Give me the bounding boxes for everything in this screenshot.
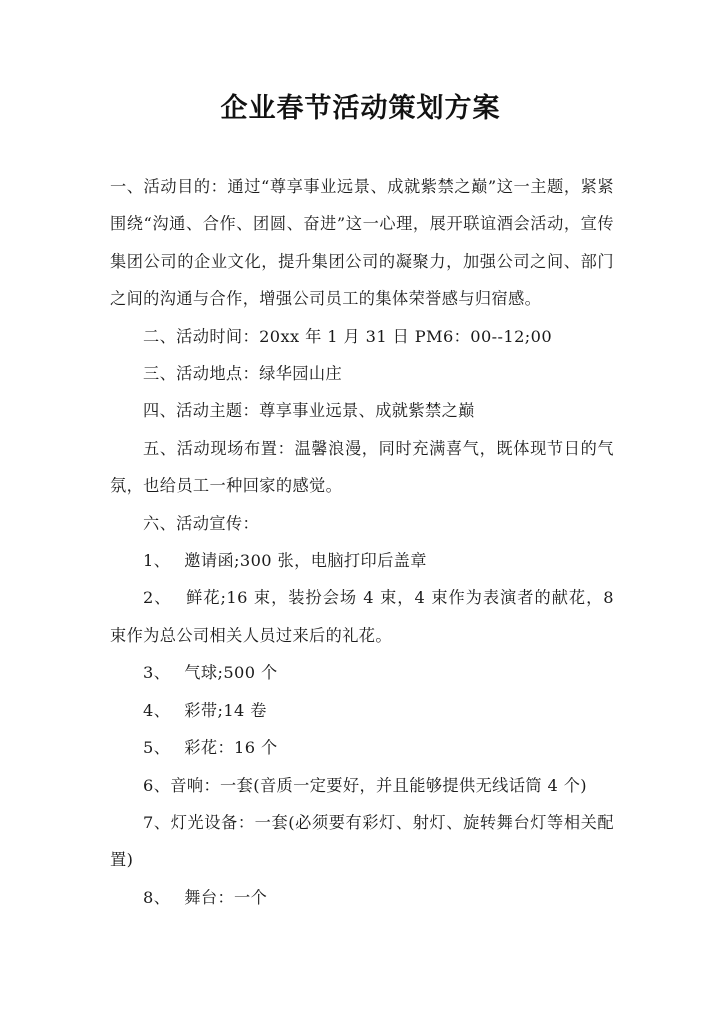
- list-item-audio: 6、音响：一套(音质一定要好，并且能够提供无线话筒 4 个): [143, 775, 588, 795]
- list-item-number: 3、: [143, 663, 171, 683]
- list-item: [110, 879, 614, 916]
- paragraph-location: 三、活动地点：绿华园山庄: [143, 364, 343, 384]
- list-item: [110, 729, 614, 766]
- list-item-number: 2、: [143, 588, 172, 608]
- list-item-lighting: 7、灯光设备：一套(必须要有彩灯、射灯、旋转舞台灯等相关配置): [110, 812, 614, 870]
- list-item: [110, 542, 614, 579]
- document-body: [110, 168, 614, 916]
- list-item-text: 舞台：一个: [184, 887, 268, 907]
- paragraph-venue-layout: 五、活动现场布置：温馨浪漫，同时充满喜气，既体现节日的气氛，也给员工一种回家的感觉。: [110, 438, 614, 496]
- list-item: [110, 692, 614, 729]
- list-item-text: 彩花：16 个: [184, 738, 278, 758]
- list-item-number: 1、: [143, 551, 171, 571]
- list-item-text: 气球;500 个: [184, 663, 278, 683]
- document-title: 企业春节活动策划方案: [220, 93, 501, 124]
- list-item-number: 4、: [143, 700, 171, 720]
- paragraph-time: 二、活动时间：20xx 年 1 月 31 日 PM6：00--12;00: [143, 326, 553, 346]
- list-item-number: 8、: [143, 887, 171, 907]
- paragraph-promotion: 六、活动宣传：: [143, 513, 260, 533]
- list-item: [110, 579, 614, 654]
- paragraph-purpose: 一、活动目的：通过“尊享事业远景、成就紫禁之巅”这一主题，紧紧围绕“沟通、合作、团圆、奋进”这一心理，展开联谊酒会活动，宣传集团公司的企业文化，提升集团公司的凝聚力，加强公司之间、部门之间的沟通与合作，增强公司员工的集体荣誉感与归宿感。: [110, 177, 614, 309]
- list-item-number: 5、: [143, 738, 171, 758]
- list-item-text: 邀请函;300 张，电脑打印后盖章: [184, 551, 427, 571]
- paragraph-theme: 四、活动主题：尊享事业远景、成就紫禁之巅: [143, 401, 475, 421]
- list-item-text: 彩带;14 卷: [184, 700, 267, 720]
- list-item-text: 鲜花;16 束，装扮会场 4 束，4 束作为表演者的献花，8 束作为总公司相关人员过来后的礼花。: [110, 588, 615, 645]
- list-item: [110, 654, 614, 691]
